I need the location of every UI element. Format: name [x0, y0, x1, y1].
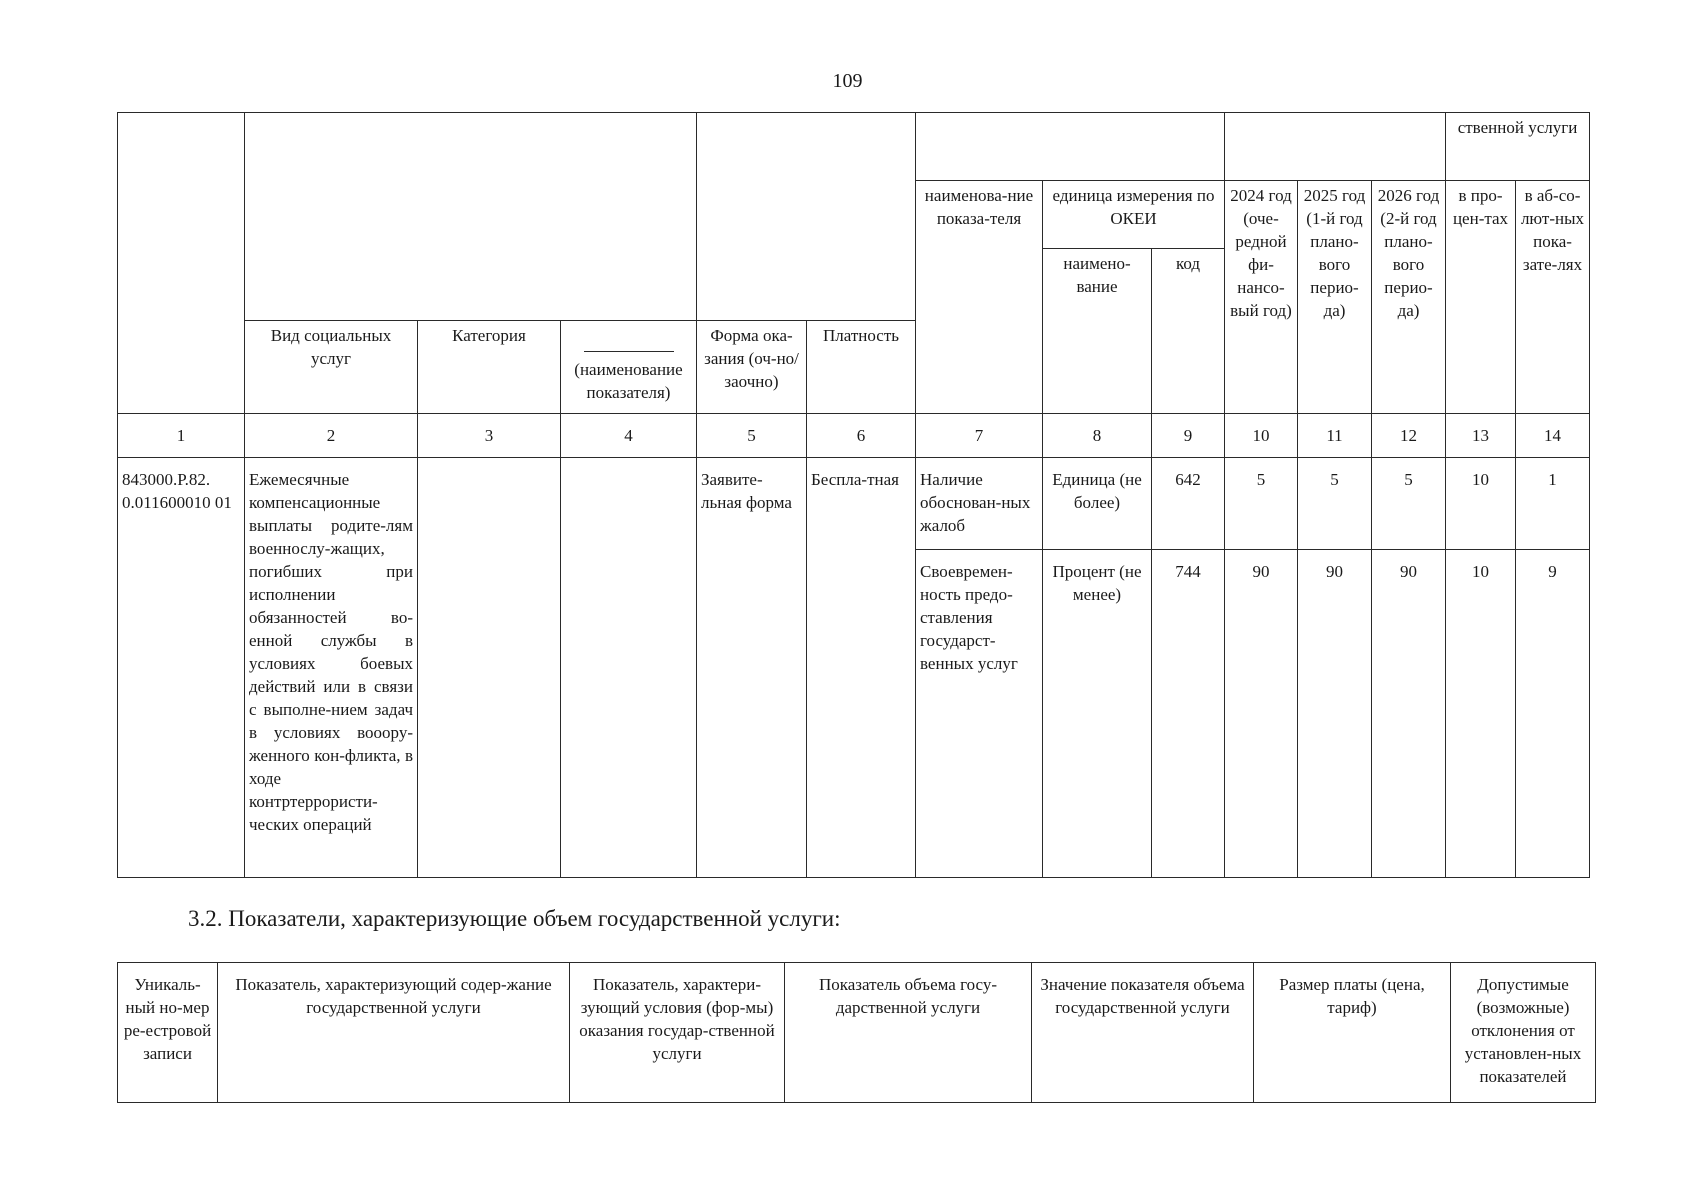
unit-cell: Процент (не менее)	[1043, 550, 1152, 878]
registry-number: 843000.Р.82. 0.011600010 01	[118, 458, 245, 878]
col-number: 12	[1372, 414, 1446, 458]
category-cell	[418, 458, 561, 878]
header-unit-okei: единица измерения по ОКЕИ	[1043, 181, 1225, 249]
quality-indicators-table	[117, 112, 1590, 878]
col-number: 2	[245, 414, 418, 458]
col-number: 1	[118, 414, 245, 458]
deviation-percent-cell: 10	[1446, 550, 1516, 878]
blank-underline	[584, 337, 674, 352]
service-type-cell: Ежемесячные компенсационные выплаты родите-лям военнослу-жащих, погибших при исполнении обязанностей во-енной службы в условиях боевых действий или в связи с выполне-нием задач в условиях вооору-женного кон-фликта, в ходе контртеррористи-ческих операций	[245, 458, 418, 878]
header-year-2025: 2025 год (1-й год плано-вого перио-да)	[1298, 181, 1372, 414]
header-deviation: ственной услуги	[1446, 113, 1590, 181]
indicator-name-cell: Наличие обоснован-ных жалоб	[916, 458, 1043, 550]
code-cell: 744	[1152, 550, 1225, 878]
value-2026-cell: 90	[1372, 550, 1446, 878]
header-registry-number: Уникаль-ный но-мер ре-естровой записи	[118, 963, 218, 1103]
header-blank-col1	[118, 113, 245, 414]
col-number: 10	[1225, 414, 1298, 458]
header-volume-value: Значение показателя объема государственной услуги	[1032, 963, 1254, 1103]
header-blank-indicator	[916, 113, 1225, 181]
header-conditions-indicator: Показатель, характери-зующий условия (фор-мы) оказания государ-ственной услуги	[570, 963, 785, 1103]
header-blank-values	[1225, 113, 1446, 181]
header-payment: Платность	[807, 321, 916, 414]
header-fee: Размер платы (цена, тариф)	[1254, 963, 1451, 1103]
header-indicator-placeholder	[561, 321, 697, 414]
value-2026-cell: 5	[1372, 458, 1446, 550]
header-blank-content	[245, 113, 697, 321]
value-2025-cell: 5	[1298, 458, 1372, 550]
header-category: Категория	[418, 321, 561, 414]
header-blank-conditions	[697, 113, 916, 321]
col-number: 3	[418, 414, 561, 458]
header-allowed-deviation: Допустимые (возможные) отклонения от установлен-ных показателей	[1451, 963, 1596, 1103]
value-2025-cell: 90	[1298, 550, 1372, 878]
indicator-cell	[561, 458, 697, 878]
page-number: 109	[832, 70, 863, 92]
form-cell: Заявите-льная форма	[697, 458, 807, 878]
header-percent: в про-цен-тах	[1446, 181, 1516, 414]
col-number: 5	[697, 414, 807, 458]
header-unit-code: код	[1152, 249, 1225, 414]
value-2024-cell: 90	[1225, 550, 1298, 878]
value-2024-cell: 5	[1225, 458, 1298, 550]
header-indicator-name: наименова-ние показа-теля	[916, 181, 1043, 414]
table-row	[118, 458, 1590, 550]
col-number: 6	[807, 414, 916, 458]
deviation-absolute-cell: 9	[1516, 550, 1590, 878]
section-heading: 3.2. Показатели, характеризующие объем государственной услуги:	[188, 906, 841, 931]
header-service-type: Вид социальных услуг	[245, 321, 418, 414]
indicator-name-cell: Своевремен-ность предо-ставления государст-венных услуг	[916, 550, 1043, 878]
col-number: 13	[1446, 414, 1516, 458]
col-number: 8	[1043, 414, 1152, 458]
header-content-indicator: Показатель, характеризующий содер-жание государственной услуги	[218, 963, 570, 1103]
deviation-percent-cell: 10	[1446, 458, 1516, 550]
col-number: 9	[1152, 414, 1225, 458]
header-indicator-placeholder-text: (наименование показателя)	[574, 360, 683, 402]
col-number: 14	[1516, 414, 1590, 458]
col-number: 11	[1298, 414, 1372, 458]
unit-cell: Единица (не более)	[1043, 458, 1152, 550]
payment-cell: Бесплa-тная	[807, 458, 916, 878]
volume-indicators-table	[117, 962, 1596, 1103]
header-year-2024: 2024 год (оче-редной фи-нансо-вый год)	[1225, 181, 1298, 414]
col-number: 7	[916, 414, 1043, 458]
header-unit-name: наимено-вание	[1043, 249, 1152, 414]
header-form: Форма ока-зания (оч-но/заочно)	[697, 321, 807, 414]
header-absolute: в аб-со-лют-ных пока-зате-лях	[1516, 181, 1590, 414]
header-year-2026: 2026 год (2-й год плано-вого перио-да)	[1372, 181, 1446, 414]
code-cell: 642	[1152, 458, 1225, 550]
header-volume-indicator: Показатель объема госу-дарственной услуги	[785, 963, 1032, 1103]
col-number: 4	[561, 414, 697, 458]
deviation-absolute-cell: 1	[1516, 458, 1590, 550]
